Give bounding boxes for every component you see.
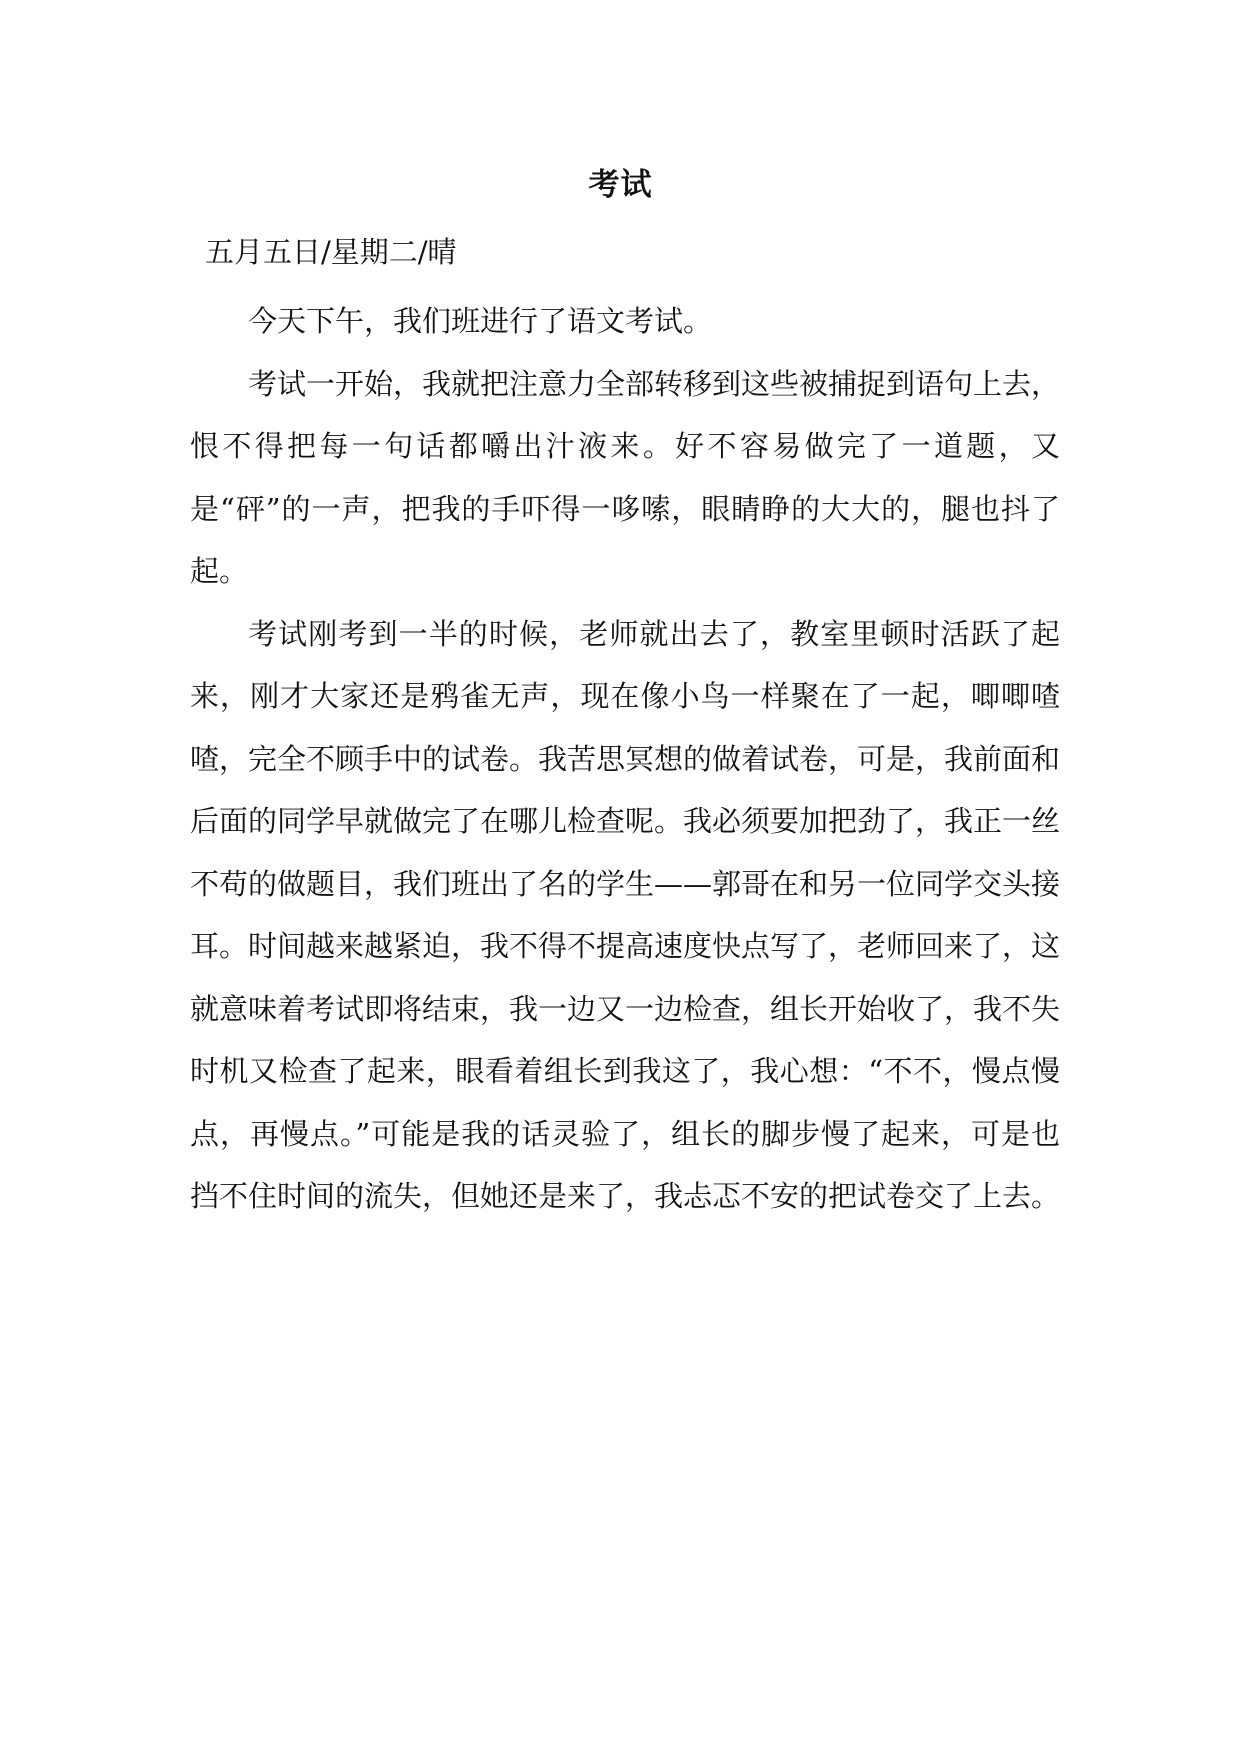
document-body xyxy=(190,290,1060,1228)
paragraph: 考试刚考到一半的时候，老师就出去了，教室里顿时活跃了起来，刚才大家还是鸦雀无声，现在像小鸟一样聚在了一起，唧唧喳喳，完全不顾手中的试卷。我苦思冥想的做着试卷，可是，我前面和后面的同学早就做完了在哪儿检查呢。我必须要加把劲了，我正一丝不苟的做题目，我们班出了名的学生——郭哥在和另一位同学交头接耳。时间越来越紧迫，我不得不提高速度快点写了，老师回来了，这就意味着考试即将结束，我一边又一边检查，组长开始收了，我不失时机又检查了起来，眼看着组长到我这了，我心想：“不不，慢点慢点，再慢点。”可能是我的话灵验了，组长的脚步慢了起来，可是也挡不住时间的流失，但她还是来了，我忐忑不安的把试卷交了上去。 xyxy=(190,616,1061,1213)
dateline: 五月五日/星期二/晴 xyxy=(205,235,457,269)
paragraph: 考试一开始，我就把注意力全部转移到这些被捕捉到语句上去，恨不得把每一句话都嚼出汁液来。好不容易做完了一道题，又是“砰”的一声，把我的手吓得一哆嗦，眼睛睁的大大的，腿也抖了起。 xyxy=(190,366,1061,588)
document-title: 考试 xyxy=(588,167,653,203)
paragraph: 今天下午，我们班进行了语文考试。 xyxy=(248,304,713,338)
